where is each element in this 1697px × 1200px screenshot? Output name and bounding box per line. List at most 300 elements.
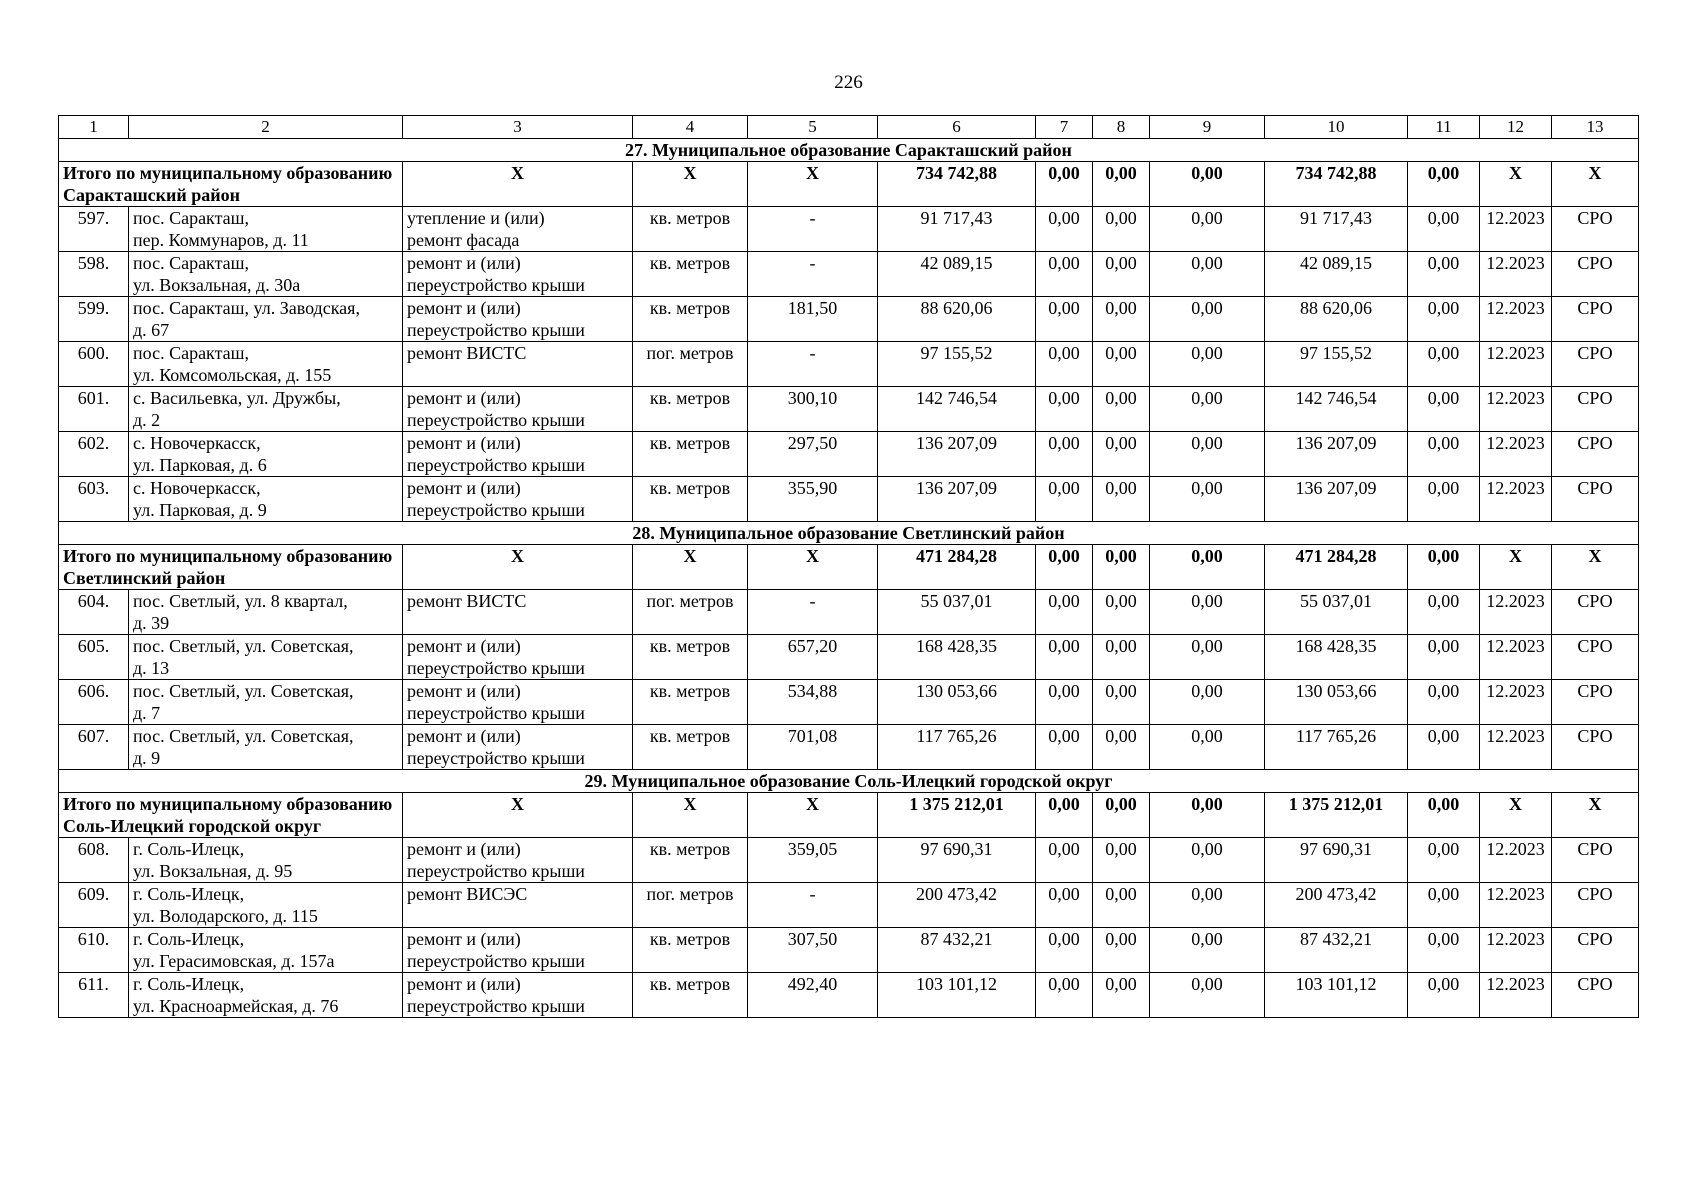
work-type-cell [403,635,633,680]
row-number: 603. [59,477,129,522]
method-cell: СРО [1552,477,1639,522]
total-row [59,793,1639,838]
work-type-line: переустройство крыши [407,658,585,678]
total-col-9: 0,00 [1150,793,1265,838]
col-10-cell: 136 207,09 [1265,432,1408,477]
table-row [59,725,1639,770]
unit-cell: кв. метров [633,635,748,680]
col-9-cell: 0,00 [1150,973,1265,1018]
cost-cell: 136 207,09 [878,477,1036,522]
column-number: 13 [1552,116,1639,139]
work-type-cell [403,477,633,522]
col-9-cell: 0,00 [1150,838,1265,883]
work-type-line: ремонт фасада [407,230,520,250]
table-row [59,635,1639,680]
col-9-cell: 0,00 [1150,342,1265,387]
deadline-cell: 12.2023 [1480,432,1552,477]
work-type-cell [403,883,633,928]
unit-cell: кв. метров [633,477,748,522]
unit-cell: кв. метров [633,297,748,342]
total-col-8: 0,00 [1093,545,1150,590]
quantity-cell: 307,50 [748,928,878,973]
section-header-row [59,770,1639,793]
cost-cell: 55 037,01 [878,590,1036,635]
row-number: 606. [59,680,129,725]
col-10-cell: 103 101,12 [1265,973,1408,1018]
address-line: с. Новочеркасск, [133,478,261,498]
total-label: Итого по муниципальному образованию Светлинский район [59,545,403,590]
section-title: 27. Муниципальное образование Саракташский район [59,139,1639,162]
col-7-cell: 0,00 [1036,928,1093,973]
cost-cell: 200 473,42 [878,883,1036,928]
total-col-4: Х [633,545,748,590]
total-label: Итого по муниципальному образованию Саракташский район [59,162,403,207]
deadline-cell: 12.2023 [1480,387,1552,432]
col-10-cell: 142 746,54 [1265,387,1408,432]
unit-cell: кв. метров [633,207,748,252]
work-type-line [407,364,628,386]
quantity-cell: 492,40 [748,973,878,1018]
unit-cell: кв. метров [633,680,748,725]
col-7-cell: 0,00 [1036,883,1093,928]
address-line: пос. Саракташ, [133,208,249,228]
table-row [59,387,1639,432]
row-number: 607. [59,725,129,770]
col-8-cell: 0,00 [1093,725,1150,770]
work-type-line: переустройство крыши [407,410,585,430]
address-cell [129,297,403,342]
cost-cell: 88 620,06 [878,297,1036,342]
col-10-cell: 42 089,15 [1265,252,1408,297]
total-col-4: Х [633,793,748,838]
row-number: 600. [59,342,129,387]
total-col-3: Х [403,545,633,590]
total-col-8: 0,00 [1093,793,1150,838]
section-title: 28. Муниципальное образование Светлинский район [59,522,1639,545]
col-10-cell: 136 207,09 [1265,477,1408,522]
col-8-cell: 0,00 [1093,635,1150,680]
quantity-cell: - [748,590,878,635]
work-type-cell [403,297,633,342]
total-cost: 734 742,88 [878,162,1036,207]
col-7-cell: 0,00 [1036,297,1093,342]
deadline-cell: 12.2023 [1480,928,1552,973]
col-11-cell: 0,00 [1408,725,1480,770]
total-col-13: Х [1552,162,1639,207]
column-number: 11 [1408,116,1480,139]
work-type-line: переустройство крыши [407,861,585,881]
address-line: д. 7 [133,703,161,723]
col-10-cell: 168 428,35 [1265,635,1408,680]
address-cell [129,207,403,252]
column-number: 1 [59,116,129,139]
work-type-cell [403,252,633,297]
column-number: 6 [878,116,1036,139]
work-type-line: переустройство крыши [407,455,585,475]
total-col-10: 1 375 212,01 [1265,793,1408,838]
cost-cell: 168 428,35 [878,635,1036,680]
column-number: 8 [1093,116,1150,139]
col-7-cell: 0,00 [1036,387,1093,432]
address-line: ул. Володарского, д. 115 [133,906,318,926]
col-11-cell: 0,00 [1408,838,1480,883]
col-7-cell: 0,00 [1036,432,1093,477]
work-type-cell [403,680,633,725]
address-cell [129,973,403,1018]
address-line: ул. Герасимовская, д. 157а [133,951,335,971]
work-type-line: ремонт и (или) [407,636,521,656]
row-number: 610. [59,928,129,973]
cost-cell: 91 717,43 [878,207,1036,252]
column-number: 3 [403,116,633,139]
work-type-line: ремонт и (или) [407,253,521,273]
total-col-9: 0,00 [1150,162,1265,207]
table-row [59,342,1639,387]
col-9-cell: 0,00 [1150,725,1265,770]
col-10-cell: 97 155,52 [1265,342,1408,387]
section-header-row [59,139,1639,162]
column-number: 10 [1265,116,1408,139]
method-cell: СРО [1552,297,1639,342]
work-type-cell [403,590,633,635]
address-line: пер. Коммунаров, д. 11 [133,230,309,250]
row-number: 598. [59,252,129,297]
row-number: 601. [59,387,129,432]
col-11-cell: 0,00 [1408,207,1480,252]
cost-cell: 42 089,15 [878,252,1036,297]
total-label: Итого по муниципальному образованию Соль-Илецкий городской округ [59,793,403,838]
method-cell: СРО [1552,635,1639,680]
address-line: д. 67 [133,320,170,340]
quantity-cell: 300,10 [748,387,878,432]
total-col-8: 0,00 [1093,162,1150,207]
total-col-3: Х [403,793,633,838]
quantity-cell: - [748,252,878,297]
col-7-cell: 0,00 [1036,973,1093,1018]
table-row [59,838,1639,883]
address-line: ул. Вокзальная, д. 30а [133,275,301,295]
table-row [59,252,1639,297]
table-row [59,883,1639,928]
work-type-line: переустройство крыши [407,996,585,1016]
work-type-line: ремонт и (или) [407,298,521,318]
work-type-line: ремонт ВИСЭС [407,884,528,904]
address-line: с. Новочеркасск, [133,433,261,453]
total-col-10: 734 742,88 [1265,162,1408,207]
col-8-cell: 0,00 [1093,973,1150,1018]
address-cell [129,387,403,432]
work-type-line: ремонт и (или) [407,929,521,949]
address-line: пос. Саракташ, ул. Заводская, [133,298,360,318]
quantity-cell: 657,20 [748,635,878,680]
address-line: д. 2 [133,410,161,430]
work-type-line: ремонт ВИСТС [407,343,527,363]
table-row [59,973,1639,1018]
address-cell [129,635,403,680]
col-7-cell: 0,00 [1036,477,1093,522]
col-11-cell: 0,00 [1408,387,1480,432]
address-cell [129,680,403,725]
col-9-cell: 0,00 [1150,883,1265,928]
quantity-cell: - [748,342,878,387]
col-8-cell: 0,00 [1093,680,1150,725]
address-line: г. Соль-Илецк, [133,839,245,859]
col-10-cell: 130 053,66 [1265,680,1408,725]
address-line: пос. Саракташ, [133,253,249,273]
row-number: 611. [59,973,129,1018]
total-col-11: 0,00 [1408,545,1480,590]
method-cell: СРО [1552,883,1639,928]
table-row [59,680,1639,725]
quantity-cell: - [748,883,878,928]
address-line: г. Соль-Илецк, [133,929,245,949]
quantity-cell: 359,05 [748,838,878,883]
row-number: 605. [59,635,129,680]
table-body [59,116,1639,1018]
quantity-cell: 181,50 [748,297,878,342]
col-7-cell: 0,00 [1036,680,1093,725]
work-type-cell [403,432,633,477]
method-cell: СРО [1552,725,1639,770]
total-row [59,545,1639,590]
work-type-line: переустройство крыши [407,275,585,295]
col-11-cell: 0,00 [1408,342,1480,387]
work-type-line: ремонт и (или) [407,681,521,701]
cost-cell: 87 432,21 [878,928,1036,973]
col-8-cell: 0,00 [1093,838,1150,883]
method-cell: СРО [1552,432,1639,477]
column-number: 2 [129,116,403,139]
row-number: 609. [59,883,129,928]
repair-program-table [58,115,1639,1018]
col-7-cell: 0,00 [1036,838,1093,883]
row-number: 604. [59,590,129,635]
total-col-5: Х [748,162,878,207]
col-8-cell: 0,00 [1093,207,1150,252]
cost-cell: 97 155,52 [878,342,1036,387]
row-number: 597. [59,207,129,252]
work-type-line: ремонт и (или) [407,974,521,994]
total-col-10: 471 284,28 [1265,545,1408,590]
col-11-cell: 0,00 [1408,477,1480,522]
address-line: с. Васильевка, ул. Дружбы, [133,388,341,408]
deadline-cell: 12.2023 [1480,680,1552,725]
col-9-cell: 0,00 [1150,477,1265,522]
method-cell: СРО [1552,387,1639,432]
col-8-cell: 0,00 [1093,297,1150,342]
deadline-cell: 12.2023 [1480,973,1552,1018]
col-9-cell: 0,00 [1150,387,1265,432]
row-number: 602. [59,432,129,477]
col-9-cell: 0,00 [1150,252,1265,297]
column-number-row [59,116,1639,139]
col-9-cell: 0,00 [1150,207,1265,252]
work-type-cell [403,207,633,252]
section-header-row [59,522,1639,545]
col-9-cell: 0,00 [1150,590,1265,635]
total-col-3: Х [403,162,633,207]
total-col-5: Х [748,793,878,838]
work-type-line: ремонт и (или) [407,433,521,453]
col-11-cell: 0,00 [1408,432,1480,477]
deadline-cell: 12.2023 [1480,590,1552,635]
total-col-12: Х [1480,162,1552,207]
col-8-cell: 0,00 [1093,883,1150,928]
col-8-cell: 0,00 [1093,477,1150,522]
address-cell [129,590,403,635]
address-line: ул. Вокзальная, д. 95 [133,861,293,881]
quantity-cell: - [748,207,878,252]
deadline-cell: 12.2023 [1480,207,1552,252]
deadline-cell: 12.2023 [1480,297,1552,342]
work-type-cell [403,725,633,770]
address-line: пос. Светлый, ул. Советская, [133,636,354,656]
quantity-cell: 297,50 [748,432,878,477]
col-8-cell: 0,00 [1093,387,1150,432]
col-10-cell: 117 765,26 [1265,725,1408,770]
col-11-cell: 0,00 [1408,928,1480,973]
work-type-line: ремонт ВИСТС [407,591,527,611]
method-cell: СРО [1552,590,1639,635]
address-line: д. 13 [133,658,170,678]
cost-cell: 103 101,12 [878,973,1036,1018]
quantity-cell: 701,08 [748,725,878,770]
cost-cell: 130 053,66 [878,680,1036,725]
work-type-line: переустройство крыши [407,951,585,971]
col-11-cell: 0,00 [1408,252,1480,297]
total-col-4: Х [633,162,748,207]
total-col-7: 0,00 [1036,162,1093,207]
work-type-line: ремонт и (или) [407,478,521,498]
col-7-cell: 0,00 [1036,252,1093,297]
quantity-cell: 534,88 [748,680,878,725]
col-7-cell: 0,00 [1036,590,1093,635]
address-cell [129,838,403,883]
page-number: 226 [834,72,863,93]
column-number: 12 [1480,116,1552,139]
total-col-13: Х [1552,545,1639,590]
deadline-cell: 12.2023 [1480,883,1552,928]
address-line: д. 39 [133,613,170,633]
column-number: 9 [1150,116,1265,139]
total-col-12: Х [1480,545,1552,590]
table-row [59,432,1639,477]
total-col-9: 0,00 [1150,545,1265,590]
col-11-cell: 0,00 [1408,883,1480,928]
col-9-cell: 0,00 [1150,635,1265,680]
section-title: 29. Муниципальное образование Соль-Илецкий городской округ [59,770,1639,793]
unit-cell: пог. метров [633,590,748,635]
col-8-cell: 0,00 [1093,928,1150,973]
cost-cell: 117 765,26 [878,725,1036,770]
table-row [59,590,1639,635]
col-10-cell: 88 620,06 [1265,297,1408,342]
total-col-7: 0,00 [1036,545,1093,590]
deadline-cell: 12.2023 [1480,342,1552,387]
col-10-cell: 91 717,43 [1265,207,1408,252]
column-number: 7 [1036,116,1093,139]
work-type-line: ремонт и (или) [407,388,521,408]
unit-cell: кв. метров [633,387,748,432]
unit-cell: кв. метров [633,838,748,883]
address-line: ул. Парковая, д. 9 [133,500,267,520]
total-row [59,162,1639,207]
method-cell: СРО [1552,973,1639,1018]
method-cell: СРО [1552,838,1639,883]
address-cell [129,725,403,770]
address-line: г. Соль-Илецк, [133,884,245,904]
address-cell [129,928,403,973]
col-9-cell: 0,00 [1150,928,1265,973]
address-line: г. Соль-Илецк, [133,974,245,994]
table-row [59,297,1639,342]
col-10-cell: 55 037,01 [1265,590,1408,635]
quantity-cell: 355,90 [748,477,878,522]
col-8-cell: 0,00 [1093,342,1150,387]
address-cell [129,252,403,297]
address-line: д. 9 [133,748,161,768]
col-7-cell: 0,00 [1036,342,1093,387]
work-type-line [407,612,628,634]
method-cell: СРО [1552,207,1639,252]
cost-cell: 136 207,09 [878,432,1036,477]
address-line: пос. Светлый, ул. Советская, [133,681,354,701]
work-type-line: переустройство крыши [407,748,585,768]
work-type-line: переустройство крыши [407,500,585,520]
deadline-cell: 12.2023 [1480,635,1552,680]
address-line: пос. Саракташ, [133,343,249,363]
work-type-line: ремонт и (или) [407,726,521,746]
method-cell: СРО [1552,928,1639,973]
address-cell [129,477,403,522]
unit-cell: кв. метров [633,973,748,1018]
col-8-cell: 0,00 [1093,590,1150,635]
unit-cell: пог. метров [633,342,748,387]
unit-cell: кв. метров [633,432,748,477]
address-line: ул. Парковая, д. 6 [133,455,267,475]
work-type-line [407,905,628,927]
col-11-cell: 0,00 [1408,590,1480,635]
col-11-cell: 0,00 [1408,973,1480,1018]
row-number: 608. [59,838,129,883]
method-cell: СРО [1552,680,1639,725]
work-type-line: переустройство крыши [407,703,585,723]
col-9-cell: 0,00 [1150,297,1265,342]
col-10-cell: 200 473,42 [1265,883,1408,928]
column-number: 4 [633,116,748,139]
address-line: пос. Светлый, ул. 8 квартал, [133,591,348,611]
unit-cell: кв. метров [633,252,748,297]
method-cell: СРО [1552,252,1639,297]
cost-cell: 142 746,54 [878,387,1036,432]
total-col-12: Х [1480,793,1552,838]
work-type-cell [403,387,633,432]
table-row [59,477,1639,522]
work-type-line: переустройство крыши [407,320,585,340]
unit-cell: кв. метров [633,725,748,770]
col-9-cell: 0,00 [1150,680,1265,725]
deadline-cell: 12.2023 [1480,725,1552,770]
deadline-cell: 12.2023 [1480,477,1552,522]
address-cell [129,342,403,387]
address-line: ул. Комсомольская, д. 155 [133,365,332,385]
total-col-5: Х [748,545,878,590]
col-8-cell: 0,00 [1093,432,1150,477]
col-11-cell: 0,00 [1408,297,1480,342]
col-10-cell: 87 432,21 [1265,928,1408,973]
col-9-cell: 0,00 [1150,432,1265,477]
total-cost: 471 284,28 [878,545,1036,590]
